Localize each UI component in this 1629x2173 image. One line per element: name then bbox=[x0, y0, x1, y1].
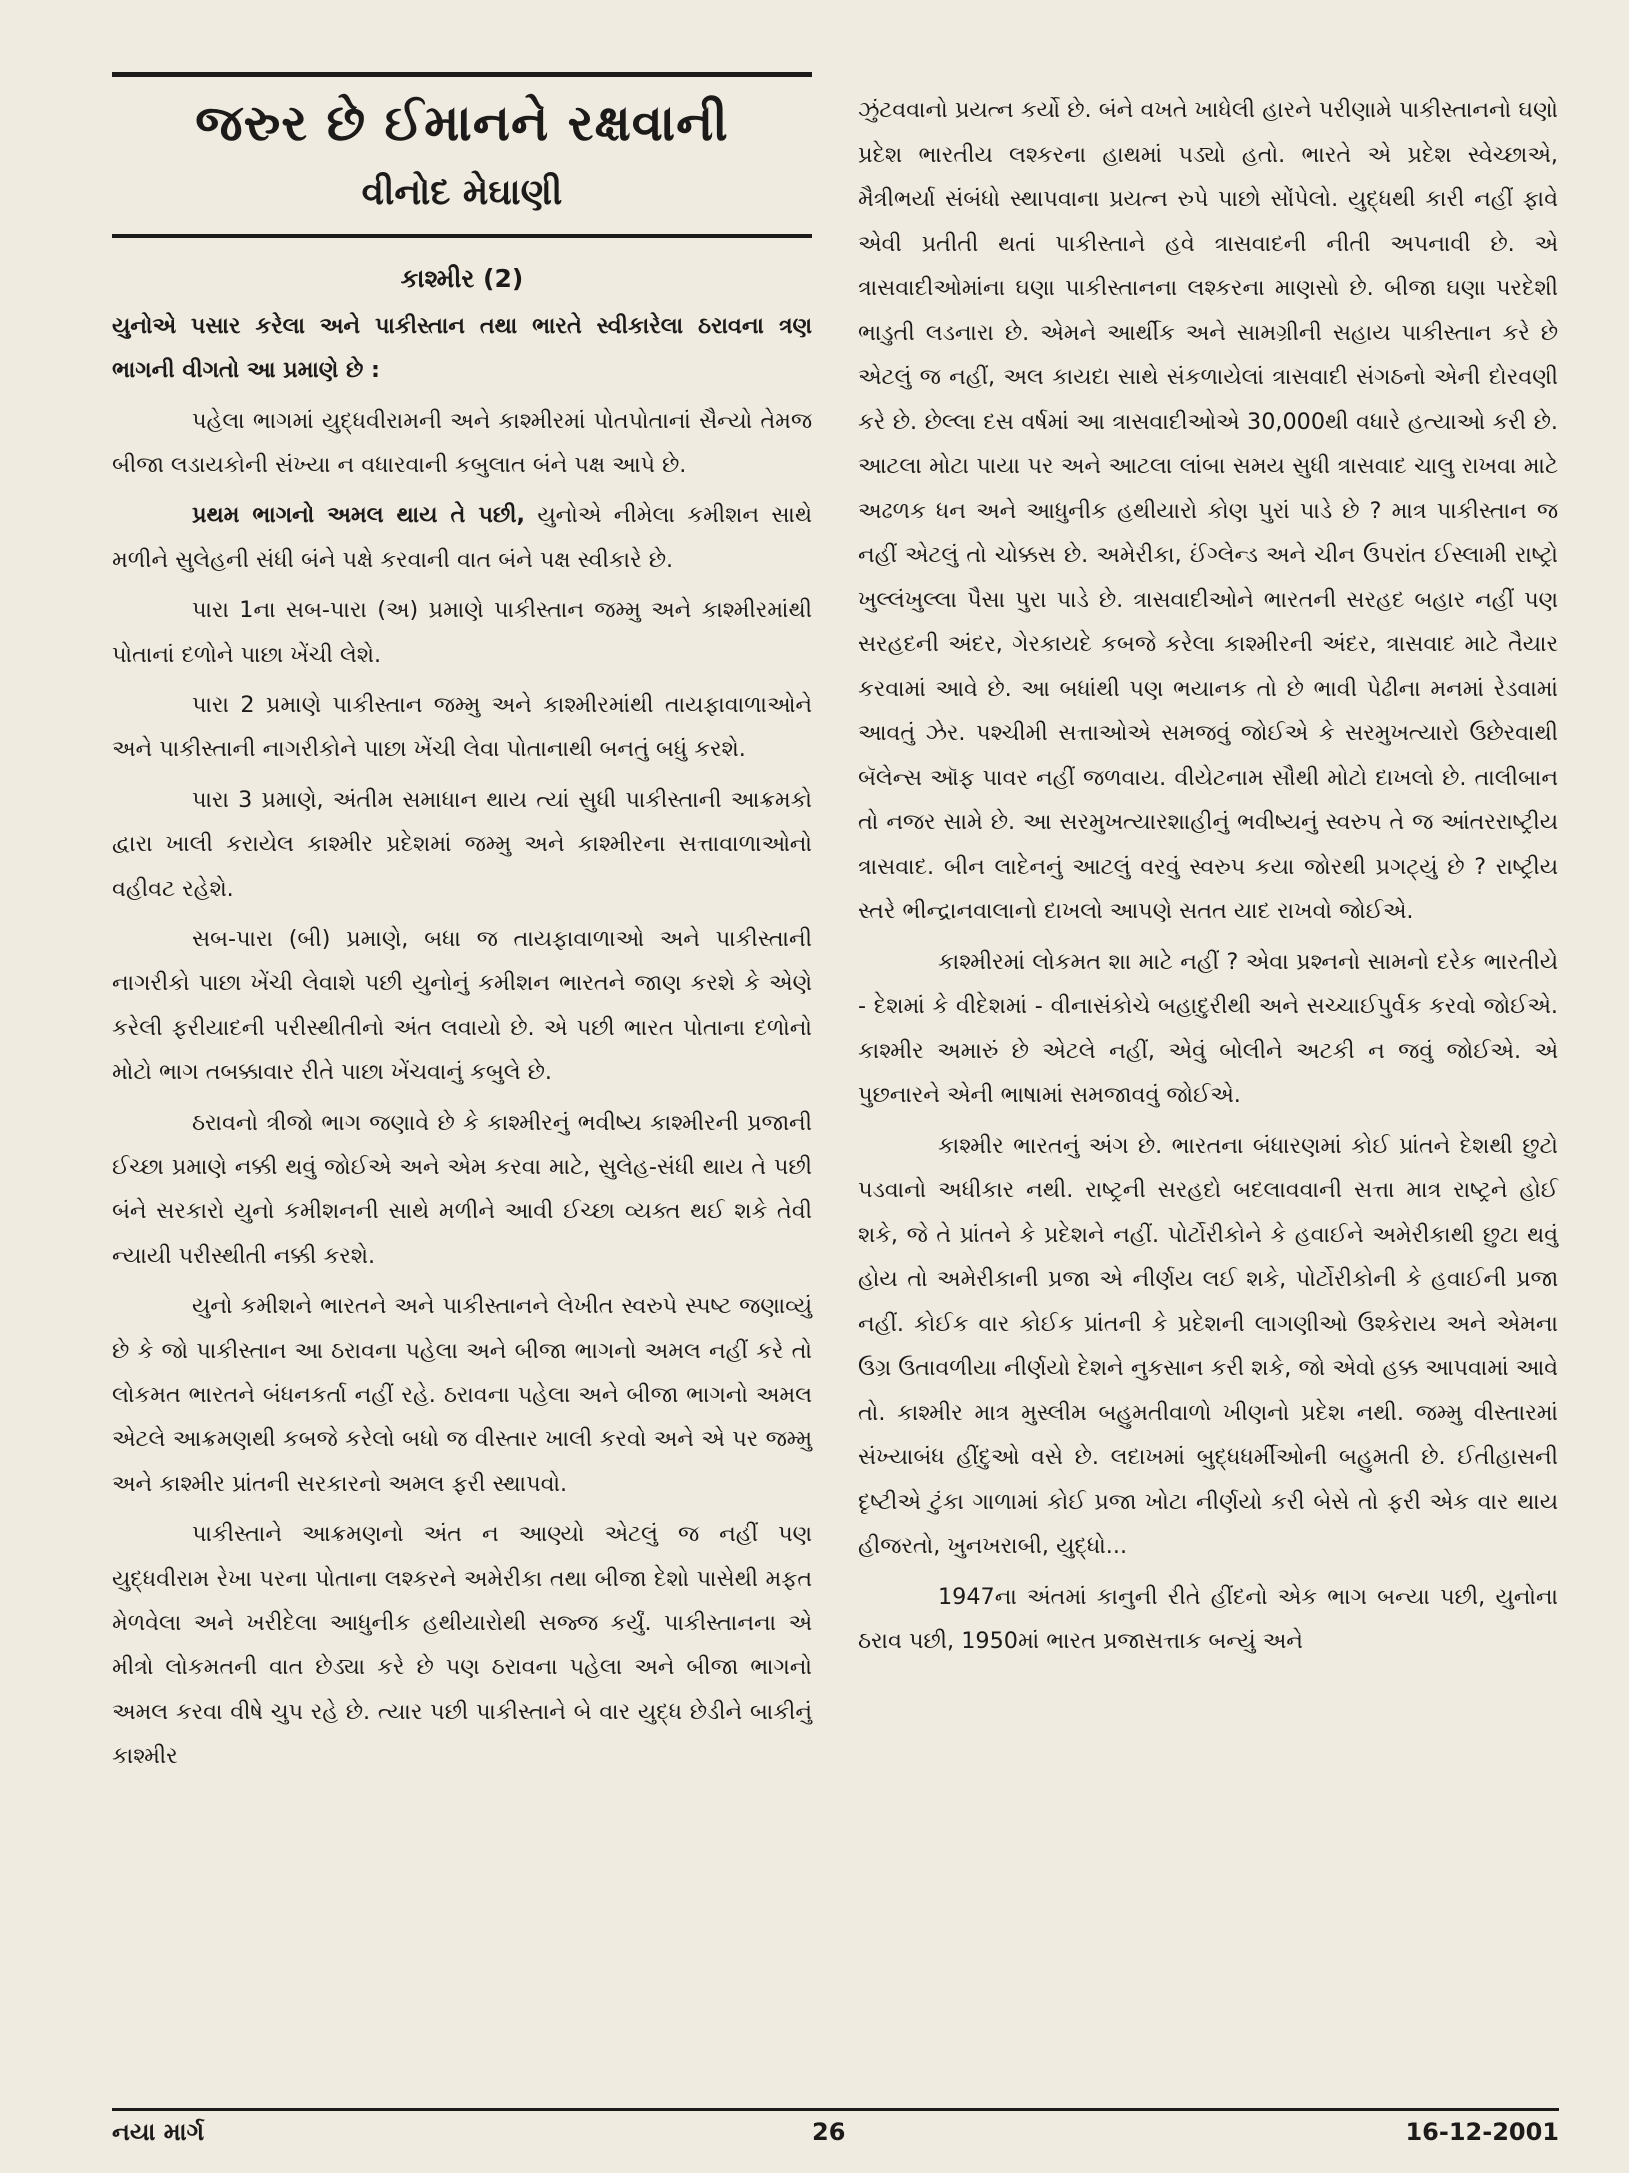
paragraph-text: યુનોએ નીમેલા કમીશન સાથે મળીને સુલેહની સંધી બંને પક્ષે કરવાની વાત બંને પક્ષ સ્વીકારે છે. bbox=[112, 502, 812, 573]
paragraph: યુનોએ પસાર કરેલા અને પાકીસ્તાન તથા ભારતે સ્વીકારેલા ઠરાવના ત્રણ ભાગની વીગતો આ પ્રમાણે છે : bbox=[112, 312, 812, 384]
paragraph: સબ-પારા (બી) પ્રમાણે, બધા જ તાયફાવાળાઓ અને પાકીસ્તાની નાગરીકો પાછા ખેંચી લેવાશે પછી યુનોનું કમીશન ભારતને જાણ કરશે કે એણે કરેલી ફરીયાદની પરીસ્થીતીનો અંત લવાયો છે. એ પછી ભારત પોતાના દળોનો મોટો ભાગ તબક્કાવાર રીતે પાછા ખેંચવાનું કબુલે છે. bbox=[112, 925, 812, 1086]
paragraph: કાશ્મીરમાં લોકમત શા માટે નહીં ? એવા પ્રશ્નનો સામનો દરેક ભારતીયે - દેશમાં કે વીદેશમાં - વીનાસંકોચે બહાદુરીથી અને સચ્ચાઈપુર્વક કરવો જોઈએ. કાશ્મીર અમારું છે એટલે નહીં, એવું બોલીને અટકી ન જવું જોઈએ. એ પુછનારને એની ભાષામાં સમજાવવું જોઈએ. bbox=[858, 948, 1558, 1108]
paragraph: પાકીસ્તાને આક્રમણનો અંત ન આણ્યો એટલું જ નહીં પણ યુદ્ધવીરામ રેખા પરના પોતાના લશ્કરને અમેરીકા તથા બીજા દેશો પાસેથી મફત મેળવેલા અને ખરીદેલા આધુનીક હથીયારોથી સજ્જ કર્યું. પાકીસ્તાનના એ મીત્રો લોકમતની વાત છેડ્યા કરે છે પણ ઠરાવના પહેલા અને બીજા ભાગનો અમલ કરવા વીષે ચુપ રહે છે. ત્યાર પછી પાકીસ્તાને બે વાર યુદ્ધ છેડીને બાકીનું કાશ્મીર bbox=[112, 1521, 812, 1770]
article-author: વીનોદ મેઘાણી bbox=[361, 171, 563, 213]
right-column bbox=[858, 88, 1558, 1670]
paragraph: પહેલા ભાગમાં યુદ્ધવીરામની અને કાશ્મીરમાં પોતપોતાનાં સૈન્યો તેમજ બીજા લડાયકોની સંખ્યા ન વધારવાની કબુલાત બંને પક્ષ આપે છે. bbox=[112, 407, 812, 478]
article-headline: જરુર છે ઈમાનને રક્ષવાની bbox=[195, 94, 729, 152]
title-top-rule bbox=[112, 72, 812, 77]
paragraph: યુનો કમીશને ભારતને અને પાકીસ્તાનને લેખીત સ્વરુપે સ્પષ્ટ જણાવ્યું છે કે જો પાકીસ્તાન આ ઠરાવના પહેલા અને બીજા ભાગનો અમલ નહીં કરે તો લોકમત ભારતને બંધનકર્તા નહીં રહે. ઠરાવના પહેલા અને બીજા ભાગનો અમલ એટલે આક્રમણથી કબજે કરેલો બધો જ વીસ્તાર ખાલી કરવો અને એ પર જમ્મુ અને કાશ્મીર પ્રાંતની સરકારનો અમલ ફરી સ્થાપવો. bbox=[112, 1293, 812, 1497]
paragraph: ઠરાવનો ત્રીજો ભાગ જણાવે છે કે કાશ્મીરનું ભવીષ્ય કાશ્મીરની પ્રજાની ઈચ્છા પ્રમાણે નક્કી થવું જોઈએ અને એમ કરવા માટે, સુલેહ-સંધી થાય તે પછી બંને સરકારો યુનો કમીશનની સાથે મળીને આવી ઈચ્છા વ્યક્ત થઈ શકે તેવી ન્યાયી પરીસ્થીતી નક્કી કરશે. bbox=[112, 1109, 812, 1269]
paragraph: પારા 3 પ્રમાણે, અંતીમ સમાધાન થાય ત્યાં સુધી પાકીસ્તાની આક્રમકો દ્વારા ખાલી કરાયેલ કાશ્મીર પ્રદેશમાં જમ્મુ અને કાશ્મીરના સત્તાવાળાઓનો વહીવટ રહેશે. bbox=[112, 786, 812, 902]
footer-rule bbox=[112, 2108, 1559, 2111]
paragraph bbox=[112, 493, 812, 582]
page-number: 26 bbox=[812, 2118, 846, 2146]
title-bottom-rule bbox=[112, 234, 812, 238]
bold-lead-text: પ્રથમ ભાગનો અમલ થાય તે પછી, bbox=[192, 502, 525, 529]
paragraph: 1947ના અંતમાં કાનુની રીતે હીંદનો એક ભાગ બન્યા પછી, યુનોના ઠરાવ પછી, 1950માં ભારત પ્રજાસત્તાક બન્યું અને bbox=[858, 1583, 1558, 1654]
paragraph: પારા 2 પ્રમાણે પાકીસ્તાન જમ્મુ અને કાશ્મીરમાંથી તાયફાવાળાઓને અને પાકીસ્તાની નાગરીકોને પાછા ખેંચી લેવા પોતાનાથી બનતું બધું કરશે. bbox=[112, 691, 812, 763]
publication-name: નયા માર્ગ bbox=[112, 2118, 205, 2146]
left-column bbox=[112, 72, 812, 1785]
paragraph: ઝુંટવવાનો પ્રયત્ન કર્યો છે. બંને વખતે ખાધેલી હારને પરીણામે પાકીસ્તાનનો ઘણો પ્રદેશ ભારતીય લશ્કરના હાથમાં પડ્યો હતો. ભારતે એ પ્રદેશ સ્વેચ્છાએ, મૈત્રીભર્યા સંબંધો સ્થાપવાના પ્રયત્ન રુપે પાછો સોંપેલો. યુદ્ધથી કારી નહીં ફાવે એવી પ્રતીતી થતાં પાકીસ્તાને હવે ત્રાસવાદની નીતી અપનાવી છે. એ ત્રાસવાદીઓમાંના ઘણા પાકીસ્તાનના લશ્કરના માણસો છે. બીજા ઘણા પરદેશી ભાડુતી લડનારા છે. એમને આર્થીક અને સામગ્રીની સહાય પાકીસ્તાન કરે છે એટલું જ નહીં, અલ કાયદા સાથે સંકળાયેલાં ત્રાસવાદી સંગઠનો એની દોરવણી કરે છે. છેલ્લા દસ વર્ષમાં આ ત્રાસવાદીઓએ 30,000થી વધારે હત્યાઓ કરી છે. આટલા મોટા પાયા પર અને આટલા લાંબા સમય સુધી ત્રાસવાદ ચાલુ રાખવા માટે અઢળક ધન અને આધુનીક હથીયારો કોણ પુરાં પાડે છે ? માત્ર પાકીસ્તાન જ નહીં એટલું તો ચોક્કસ છે. અમેરીકા, ઈંગ્લેન્ડ અને ચીન ઉપરાંત ઈસ્લામી રાષ્ટ્રો ખુલ્લંખુલ્લા પૈસા પુરા પાડે છે. ત્રાસવાદીઓને ભારતની સરહદ બહાર નહીં પણ સરહદની અંદર, ગેરકાયદે કબજે કરેલા કાશ્મીરની અંદર, ત્રાસવાદ માટે તૈયાર કરવામાં આવે છે. આ બધાંથી પણ ભયાનક તો છે ભાવી પેઢીના મનમાં રેડવામાં આવતું ઝેર. પશ્ચીમી સત્તાઓએ સમજવું જોઈએ કે સરમુખત્યારો ઉછેરવાથી બૅલેન્સ ઑફ પાવર નહીં જળવાય. વીયેટનામ સૌથી મોટો દાખલો છે. તાલીબાન તો નજર સામે છે. આ સરમુખત્યારશાહીનું ભવીષ્યનું સ્વરુપ તે જ આંતરરાષ્ટ્રીય ત્રાસવાદ. બીન લાદેનનું આટલું વરવું સ્વરુપ કયા જોરથી પ્રગટ્યું છે ? રાષ્ટ્રીય સ્તરે ભીન્દ્રાનવાલાનો દાખલો આપણે સતત યાદ રાખવો જોઈએ. bbox=[858, 97, 1558, 924]
issue-date: 16-12-2001 bbox=[1405, 2118, 1559, 2146]
paragraph: કાશ્મીર ભારતનું અંગ છે. ભારતના બંધારણમાં કોઈ પ્રાંતને દેશથી છુટો પડવાનો અધીકાર નથી. રાષ્ટ્રની સરહદો બદલાવવાની સત્તા માત્ર રાષ્ટ્રને હોઈ શકે, જે તે પ્રાંતને કે પ્રદેશને નહીં. પોર્ટોરીકોને કે હવાઈને અમેરીકાથી છુટા થવું હોય તો અમેરીકાની પ્રજા એ નીર્ણય લઈ શકે, પોર્ટોરીકોની કે હવાઈની પ્રજા નહીં. કોઈક વાર કોઈક પ્રાંતની કે પ્રદેશની લાગણીઓ ઉશ્કેરાય અને એમના ઉગ્ર ઉતાવળીયા નીર્ણયો દેશને નુકસાન કરી શકે, જો એવો હક્ક આપવામાં આવે તો. કાશ્મીર માત્ર મુસ્લીમ બહુમતીવાળો ખીણનો પ્રદેશ નથી. જમ્મુ વીસ્તારમાં સંખ્યાબંધ હીંદુઓ વસે છે. લદાખમાં બુદ્ધધર્મીઓની બહુમતી છે. ઈતીહાસની દૃષ્ટીએ ટુંકા ગાળામાં કોઈ પ્રજા ખોટા નીર્ણયો કરી બેસે તો ફરી એક વાર થાય હીજરતો, ખુનખરાબી, યુદ્ધો... bbox=[858, 1132, 1558, 1559]
section-title: કાશ્મીર (2) bbox=[400, 263, 524, 293]
paragraph: પારા 1ના સબ-પારા (અ) પ્રમાણે પાકીસ્તાન જમ્મુ અને કાશ્મીરમાંથી પોતાનાં દળોને પાછા ખેંચી લેશે. bbox=[112, 597, 812, 668]
